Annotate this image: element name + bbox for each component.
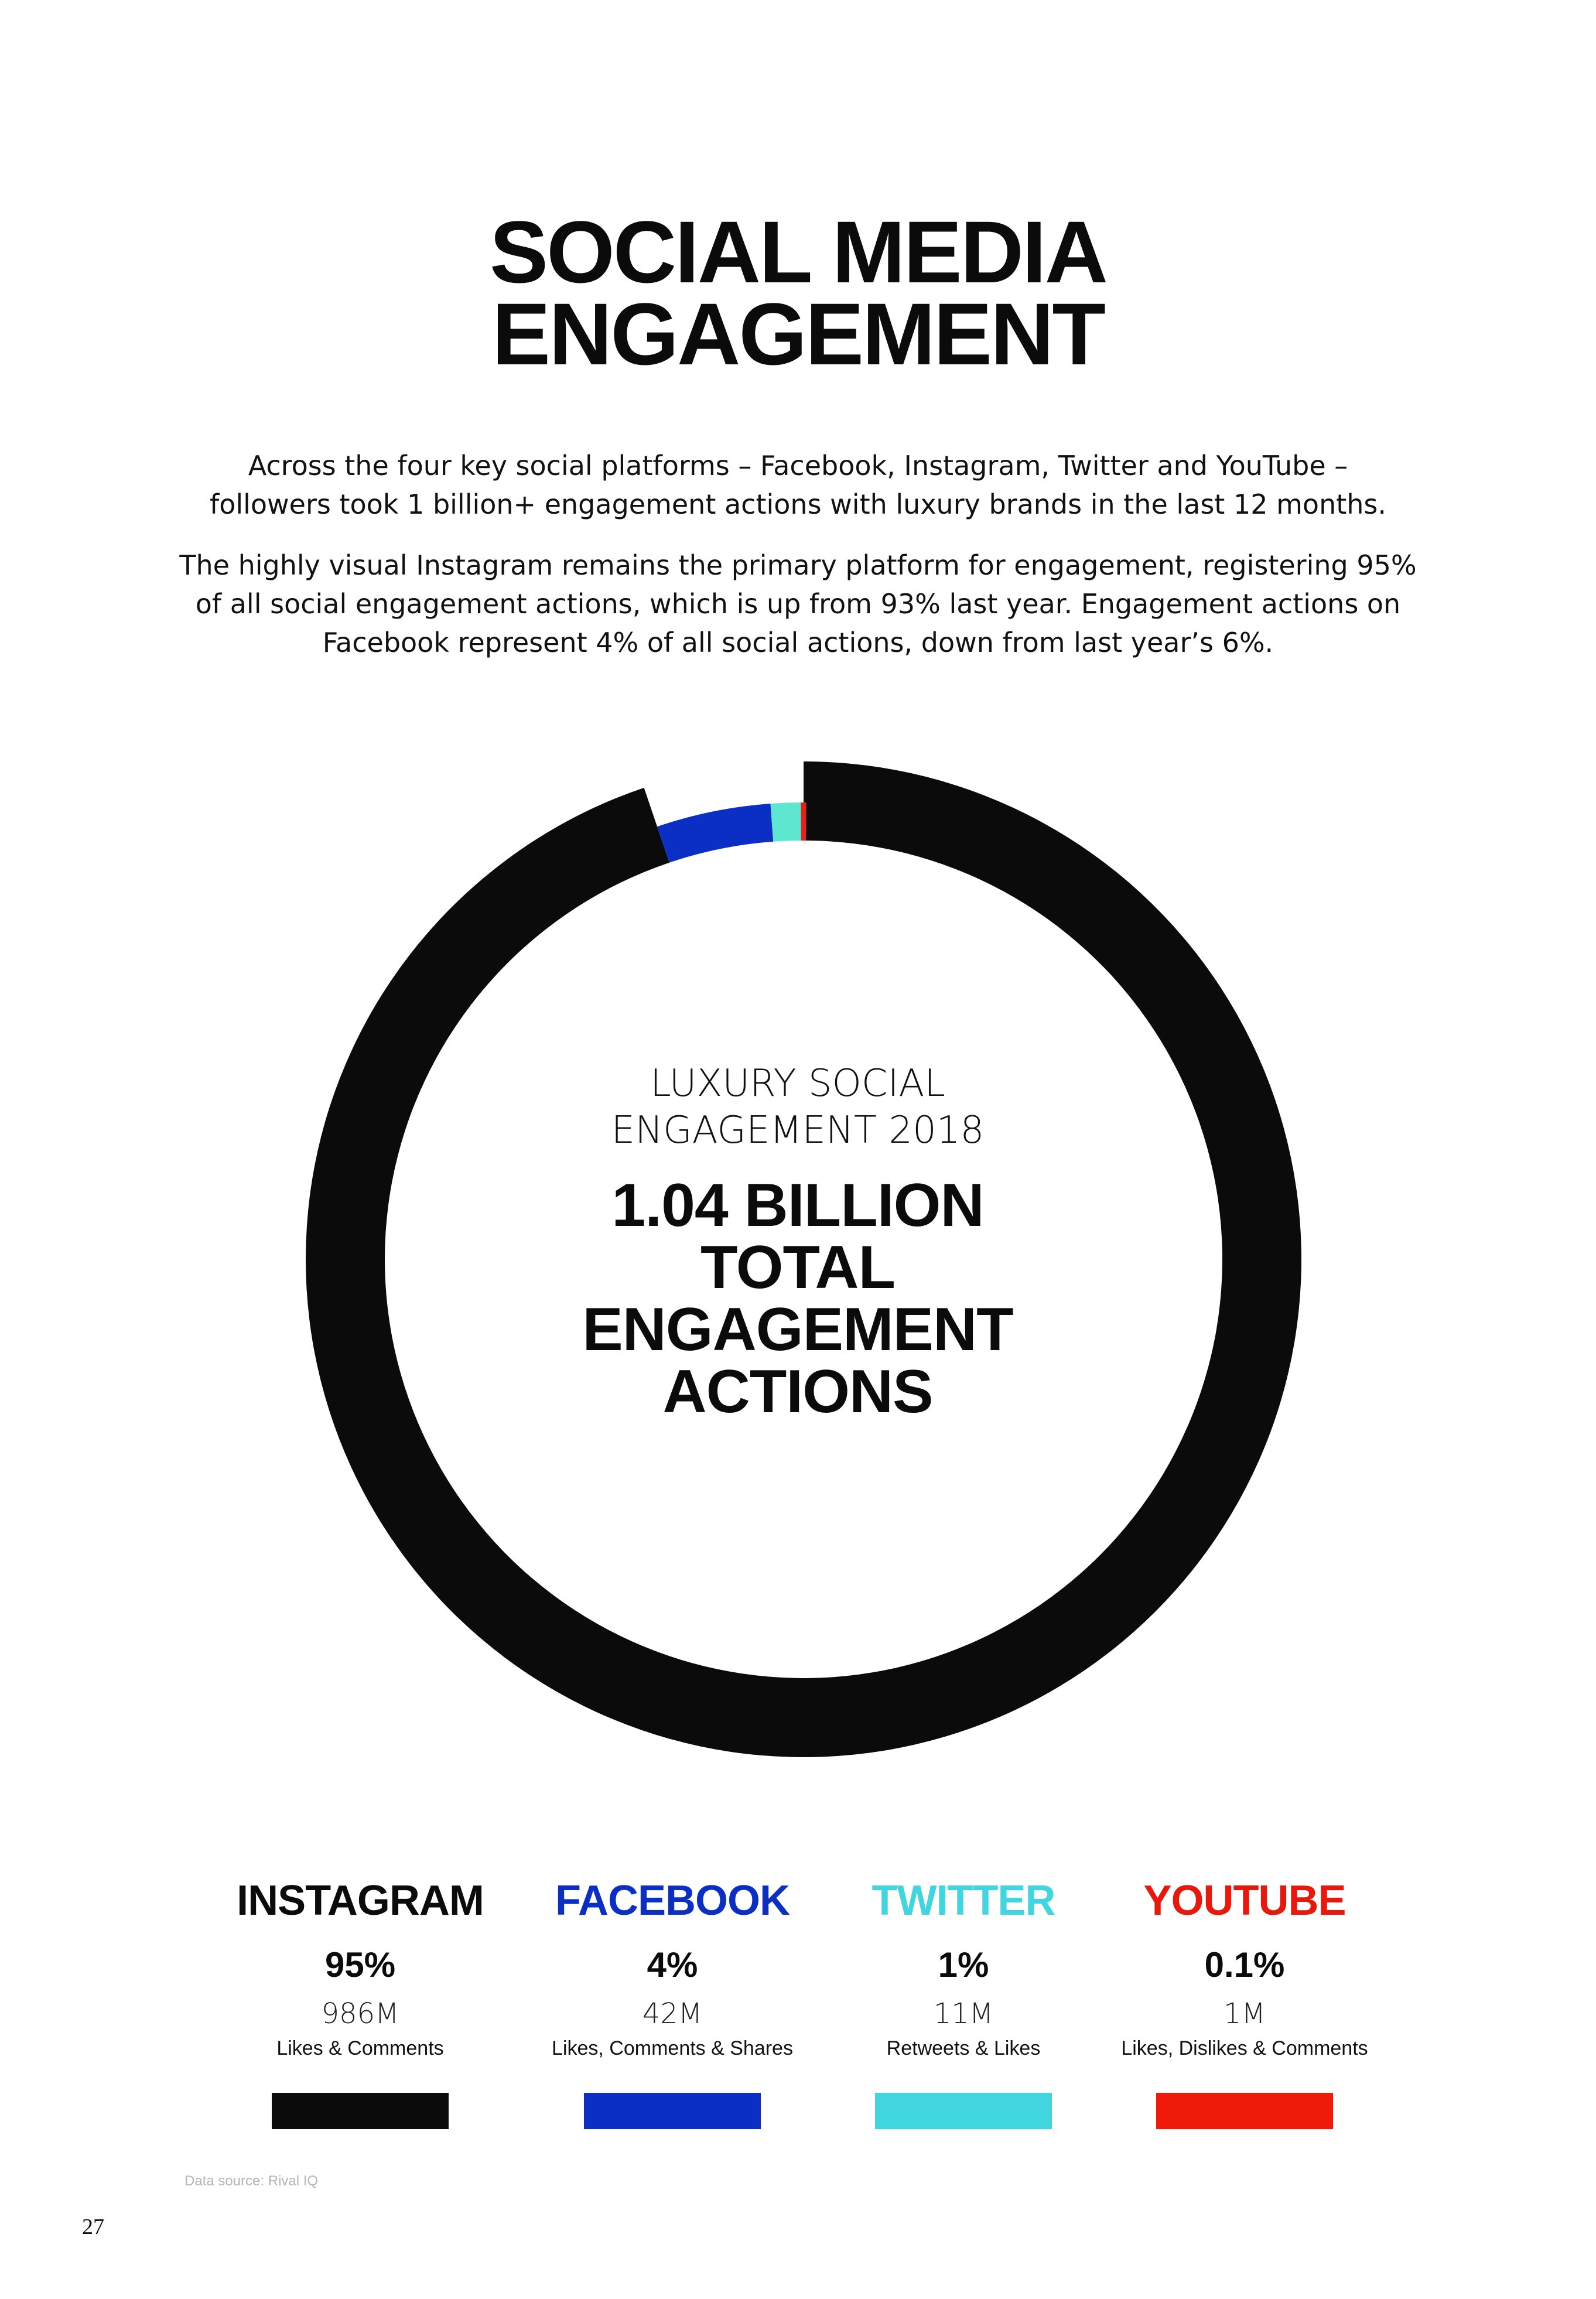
intro-p1-line-2: followers took 1 billion+ engagement actions with luxury brands in the last 12 months. <box>210 489 1386 520</box>
legend-youtube-count: 1M <box>1224 1997 1266 2030</box>
page-title-line-1: SOCIAL MEDIA <box>490 203 1106 301</box>
legend-facebook-name: FACEBOOK <box>555 1877 790 1924</box>
legend-instagram-swatch <box>272 2093 449 2129</box>
legend-facebook-count: 42M <box>642 1997 703 2030</box>
legend-twitter-percent: 1% <box>938 1945 989 1984</box>
legend-facebook-percent: 4% <box>647 1945 698 1984</box>
page-number: 27 <box>82 2215 104 2239</box>
donut-center-label <box>505 1060 1091 1154</box>
donut-center-total <box>446 1171 1149 1426</box>
legend-instagram <box>196 1866 524 2129</box>
legend-twitter-count: 11M <box>933 1997 994 2030</box>
center-total-line-1: 1.04 BILLION <box>611 1171 984 1239</box>
legend-youtube-desc: Likes, Dislikes & Comments <box>1121 2037 1368 2059</box>
donut-slice-twitter <box>771 802 801 842</box>
center-label-line-1: LUXURY SOCIAL <box>650 1062 945 1105</box>
legend-twitter-swatch <box>875 2093 1052 2129</box>
legend-twitter <box>799 1866 1127 2129</box>
center-total-line-2: TOTAL <box>700 1234 895 1301</box>
legend-twitter-name: TWITTER <box>872 1877 1055 1924</box>
intro-p2-line-3: Facebook represent 4% of all social actions, down from last year’s 6%. <box>322 627 1274 658</box>
legend-youtube <box>1081 1866 1409 2129</box>
center-total-line-3: ENGAGEMENT <box>582 1296 1013 1364</box>
legend-youtube-name: YOUTUBE <box>1143 1877 1346 1924</box>
legend-twitter-desc: Retweets & Likes <box>886 2037 1041 2059</box>
donut-slice-youtube <box>801 802 806 841</box>
data-source-note: Data source: Rival IQ <box>184 2173 319 2189</box>
donut-slice-facebook <box>657 804 773 863</box>
legend-youtube-swatch <box>1156 2093 1333 2129</box>
legend-youtube-percent: 0.1% <box>1204 1945 1285 1984</box>
center-label-line-2: ENGAGEMENT 2018 <box>611 1109 985 1152</box>
legend-instagram-desc: Likes & Comments <box>276 2037 444 2059</box>
legend-instagram-name: INSTAGRAM <box>237 1877 484 1924</box>
legend-facebook-swatch <box>584 2093 761 2129</box>
center-total-line-4: ACTIONS <box>662 1358 933 1426</box>
legend-facebook-desc: Likes, Comments & Shares <box>552 2037 793 2059</box>
legend-instagram-percent: 95% <box>324 1945 396 1984</box>
page-title-line-2: ENGAGEMENT <box>491 285 1105 383</box>
intro-p1-line-1: Across the four key social platforms – Facebook, Instagram, Twitter and YouTube – <box>248 450 1348 481</box>
legend-instagram-count: 986M <box>321 1997 399 2030</box>
legend-facebook <box>508 1866 836 2129</box>
intro-p2-line-1: The highly visual Instagram remains the primary platform for engagement, registering 95% <box>179 549 1417 581</box>
intro-p2-line-2: of all social engagement actions, which is up from 93% last year. Engagement actions on <box>195 588 1401 620</box>
